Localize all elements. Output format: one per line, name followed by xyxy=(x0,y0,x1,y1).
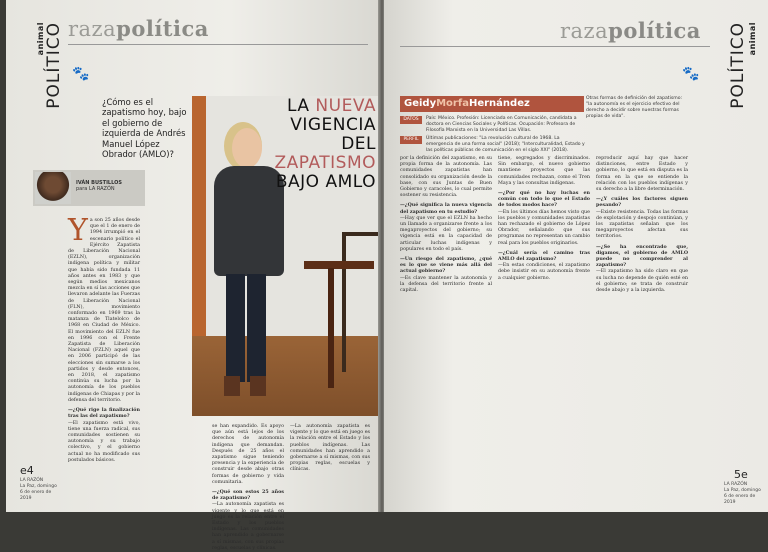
body-column-3 xyxy=(596,156,688,504)
name-accent: Morfa xyxy=(436,98,469,109)
paw-icon: 🐾 xyxy=(682,66,700,82)
col3-text: reproducir aquí hay que hacer distinciones, entre Estado y gobierno, lo que está en disputa es la forma en la que se entiende la relación con los pueblos indígenas y su derecho a la libre determinación. xyxy=(596,156,688,193)
question-headline: ¿Cómo es el zapatismo hoy, bajo el gobierno de izquierda de Andrés Manuel López Obrador (AMLO)? xyxy=(102,97,187,160)
title-accent-2: ZAPATISMO xyxy=(274,153,376,173)
title-line-3: BAJO AMLO xyxy=(275,172,376,192)
col2-question: —¿Qué son estos 25 años de zapatismo? xyxy=(212,489,284,502)
folio-publication: LA RAZÓN xyxy=(20,478,44,483)
datos-text: País: México. Profesión: Licenciada en Comunicación, candidata a doctora en Ciencias Sociales y Políticas. Ocupación: Profesora de Filosofía Marxista en la Universidad Las Villas. xyxy=(426,116,577,133)
section-label-big: POLÍTICO xyxy=(728,22,748,109)
tag-perfil: PERFIL xyxy=(400,136,422,144)
chair xyxy=(342,232,382,372)
author-name: IVÁN BUSTILLOS xyxy=(76,180,122,186)
boot-right xyxy=(250,376,266,396)
body-column-3 xyxy=(290,424,370,504)
col2-question: —¿Por qué no hay luchas en común con todo lo que el Estado de todos modos hace? xyxy=(498,190,590,209)
col2-text-2: —La autonomía zapatista es vigente y lo que está en juego es la relación entre el Estado y los pueblos indígenas. Las comunidades han aprendido a gobernarse a sí mismas, con sus propias reglas, escuelas y clínicas. xyxy=(212,502,284,551)
masthead-light: raza xyxy=(560,19,609,43)
paw-icon: 🐾 xyxy=(72,66,90,82)
title-line-2: VIGENCIA DEL xyxy=(290,115,376,154)
col1-text-2: —Hay que ver que el EZLN ha hecho un llamado a organizarse frente a los megaproyectos del gobierno; su vigencia está en la capacidad de articular luchas indígenas y populares en todo el país. xyxy=(400,215,492,252)
col1-question: —¿Qué significa la nueva vigencia del zapatismo en tu estudio? xyxy=(400,202,492,215)
col1-text-2: —El zapatismo está vivo, tiene una fuerza radical, sus comunidades sostienen su autonomía y su trabajo colectivo, y el gobierno actual no ha modificado sus postulados básicos. xyxy=(68,420,140,463)
col3-text-3: —El zapatismo ha sido claro en que su lucha no depende de quién esté en el gobierno; se trata de construir desde abajo y a la izquierda. xyxy=(596,269,688,294)
boot-left xyxy=(224,376,240,396)
folio-date: La Paz, domingo 6 de enero de 2019 xyxy=(20,484,57,501)
col1-text: por la definición del zapatismo, en su propia forma de la autonomía. Las comunidades zapatistas han consolidado su organización desde la base, con sus Juntas de Buen Gobierno y caracoles, lo cual permite sostener su resistencia. xyxy=(400,156,492,199)
folio-info xyxy=(20,478,60,502)
author-byline xyxy=(76,180,126,192)
folio-date: La Paz, domingo 6 de enero de 2019 xyxy=(724,488,761,505)
masthead xyxy=(560,18,701,43)
col2-text-3: —En estas condiciones, el zapatismo debe insistir en su autonomía frente a cualquier gobierno. xyxy=(498,263,590,281)
col1-text: a son 25 años desde que el 1 de enero de 1994 irrumpió en el escenario político el Ejército Zapatista de Liberación Nacional (EZLN), organización indígena política y militar que había sido fundada 11 años antes en 1983 y que según medios mexicanos mezcla en sí las acciones que llevaron adelante las Fuerzas de Liberación Nacional (FLN), movimiento conformado en 1969 tras la matanza de Tlatelolco de 1968 en Ciudad de México. El movimiento del EZLN fue en 1996 con el Frente Zapatista de Liberación Nacional (FZLN) aquel que en 2006 participó de las elecciones sin sumarse a los partidos y desde entonces, en 2018, el zapatismo continúa su lucha por la autonomía de los pueblos indígenas de Chiapas y por la defensa del territorio. xyxy=(68,218,140,403)
body-column-1 xyxy=(400,156,492,504)
folio-publication: LA RAZÓN xyxy=(724,482,748,487)
masthead-rule xyxy=(68,44,368,45)
col1-question: —¿Qué rige la finalización tras las del zapatismo? xyxy=(68,407,140,420)
body-column-2 xyxy=(498,156,590,504)
col2-question-2: —¿Cuál sería el camino tras AMLO del zapatismo? xyxy=(498,249,590,263)
section-label-small: animal xyxy=(36,22,45,56)
col2-text-2: —En los últimos días hemos visto que los pueblos y comunidades zapatistas han rechazado el gobierno de López Obrador, señalando que sus programas no representan un cambio real para los pueblos originarios. xyxy=(498,209,590,246)
body-column-2 xyxy=(212,424,284,551)
folio-number: e4 xyxy=(20,464,34,477)
section-label-small: animal xyxy=(748,22,757,56)
col3-question: —¿Y cuáles los factores siguen pesando? xyxy=(596,196,688,209)
folio-info xyxy=(724,482,764,506)
author-role: para LA RAZÓN xyxy=(76,186,115,192)
body-column-1 xyxy=(68,213,140,476)
col1-text-3: —Es clave mantener la autonomía y la defensa del territorio frente al capital. xyxy=(400,275,492,294)
col3-continuation: —La autonomía zapatista es vigente y lo que está en juego es la relación entre el Estado y los pueblos indígenas. Las comunidades han aprendido a gobernarse a sí mismas, con sus propias reglas, escuelas y clínicas. xyxy=(290,424,370,473)
col3-text-2: —Existe resistencia. Todas las formas de explotación y despojo continúan, y los zapatistas señalan que los megaproyectos afectan sus territorios. xyxy=(596,209,688,240)
masthead-bold: política xyxy=(608,18,701,43)
col2-text: se han expandido. Es apoyo que aún está lejos de los derechos de autonomía indígena que demandan. Después de 25 años el zapatismo sigue teniendo presencia y la experiencia de construir desde abajo otras formas de gobierno y vida comunitaria. xyxy=(212,424,284,485)
name-note: Otras formas de definición del zapatismo: "la autonomía es el ejercicio efectivo del derecho a decidir sobre nuestras formas propias de vida". xyxy=(586,96,683,119)
col1-question-2: —Un riesgo del zapatismo, ¿qué es lo que se viene más allá del actual gobierno? xyxy=(400,256,492,275)
article-title xyxy=(256,97,376,192)
section-label-big: POLÍTICO xyxy=(44,22,64,109)
masthead-light: raza xyxy=(68,17,117,41)
name-last: Hernández xyxy=(468,98,530,109)
masthead-rule xyxy=(400,46,710,47)
col3-question-2: —¿Se ha encontrado que, digamos, el gobierno de AMLO puede no comprender al zapatismo? xyxy=(596,243,688,269)
col2-text: tiene, segregados y discriminados. Sin embargo, el nuevo gobierno mantiene proyectos que las comunidades rechazan, como el Tren Maya y las consultas indígenas. xyxy=(498,156,590,186)
interviewee-name-bar xyxy=(400,96,584,112)
name-first: Geidy xyxy=(404,98,437,109)
portrait-legs xyxy=(226,274,266,382)
drop-cap: Y xyxy=(68,213,88,248)
folio-number: 5e xyxy=(734,468,748,481)
author-avatar xyxy=(35,172,71,204)
title-line-1: LA xyxy=(287,96,310,116)
left-page xyxy=(6,0,380,551)
table-leg xyxy=(328,268,334,388)
right-page xyxy=(384,0,768,512)
table-top xyxy=(304,261,374,269)
masthead xyxy=(68,16,209,41)
title-accent-1: NUEVA xyxy=(315,96,376,116)
tag-datos: DATOS xyxy=(400,116,422,124)
perfil-text: Últimas publicaciones: "La revolución cultural de 1968. La emergencia de una forma social" (2018); "Interculturalidad, Estado y las políticas públicas de comunicación en el siglo XXI" (2018). xyxy=(426,136,585,153)
masthead-bold: política xyxy=(116,16,209,41)
